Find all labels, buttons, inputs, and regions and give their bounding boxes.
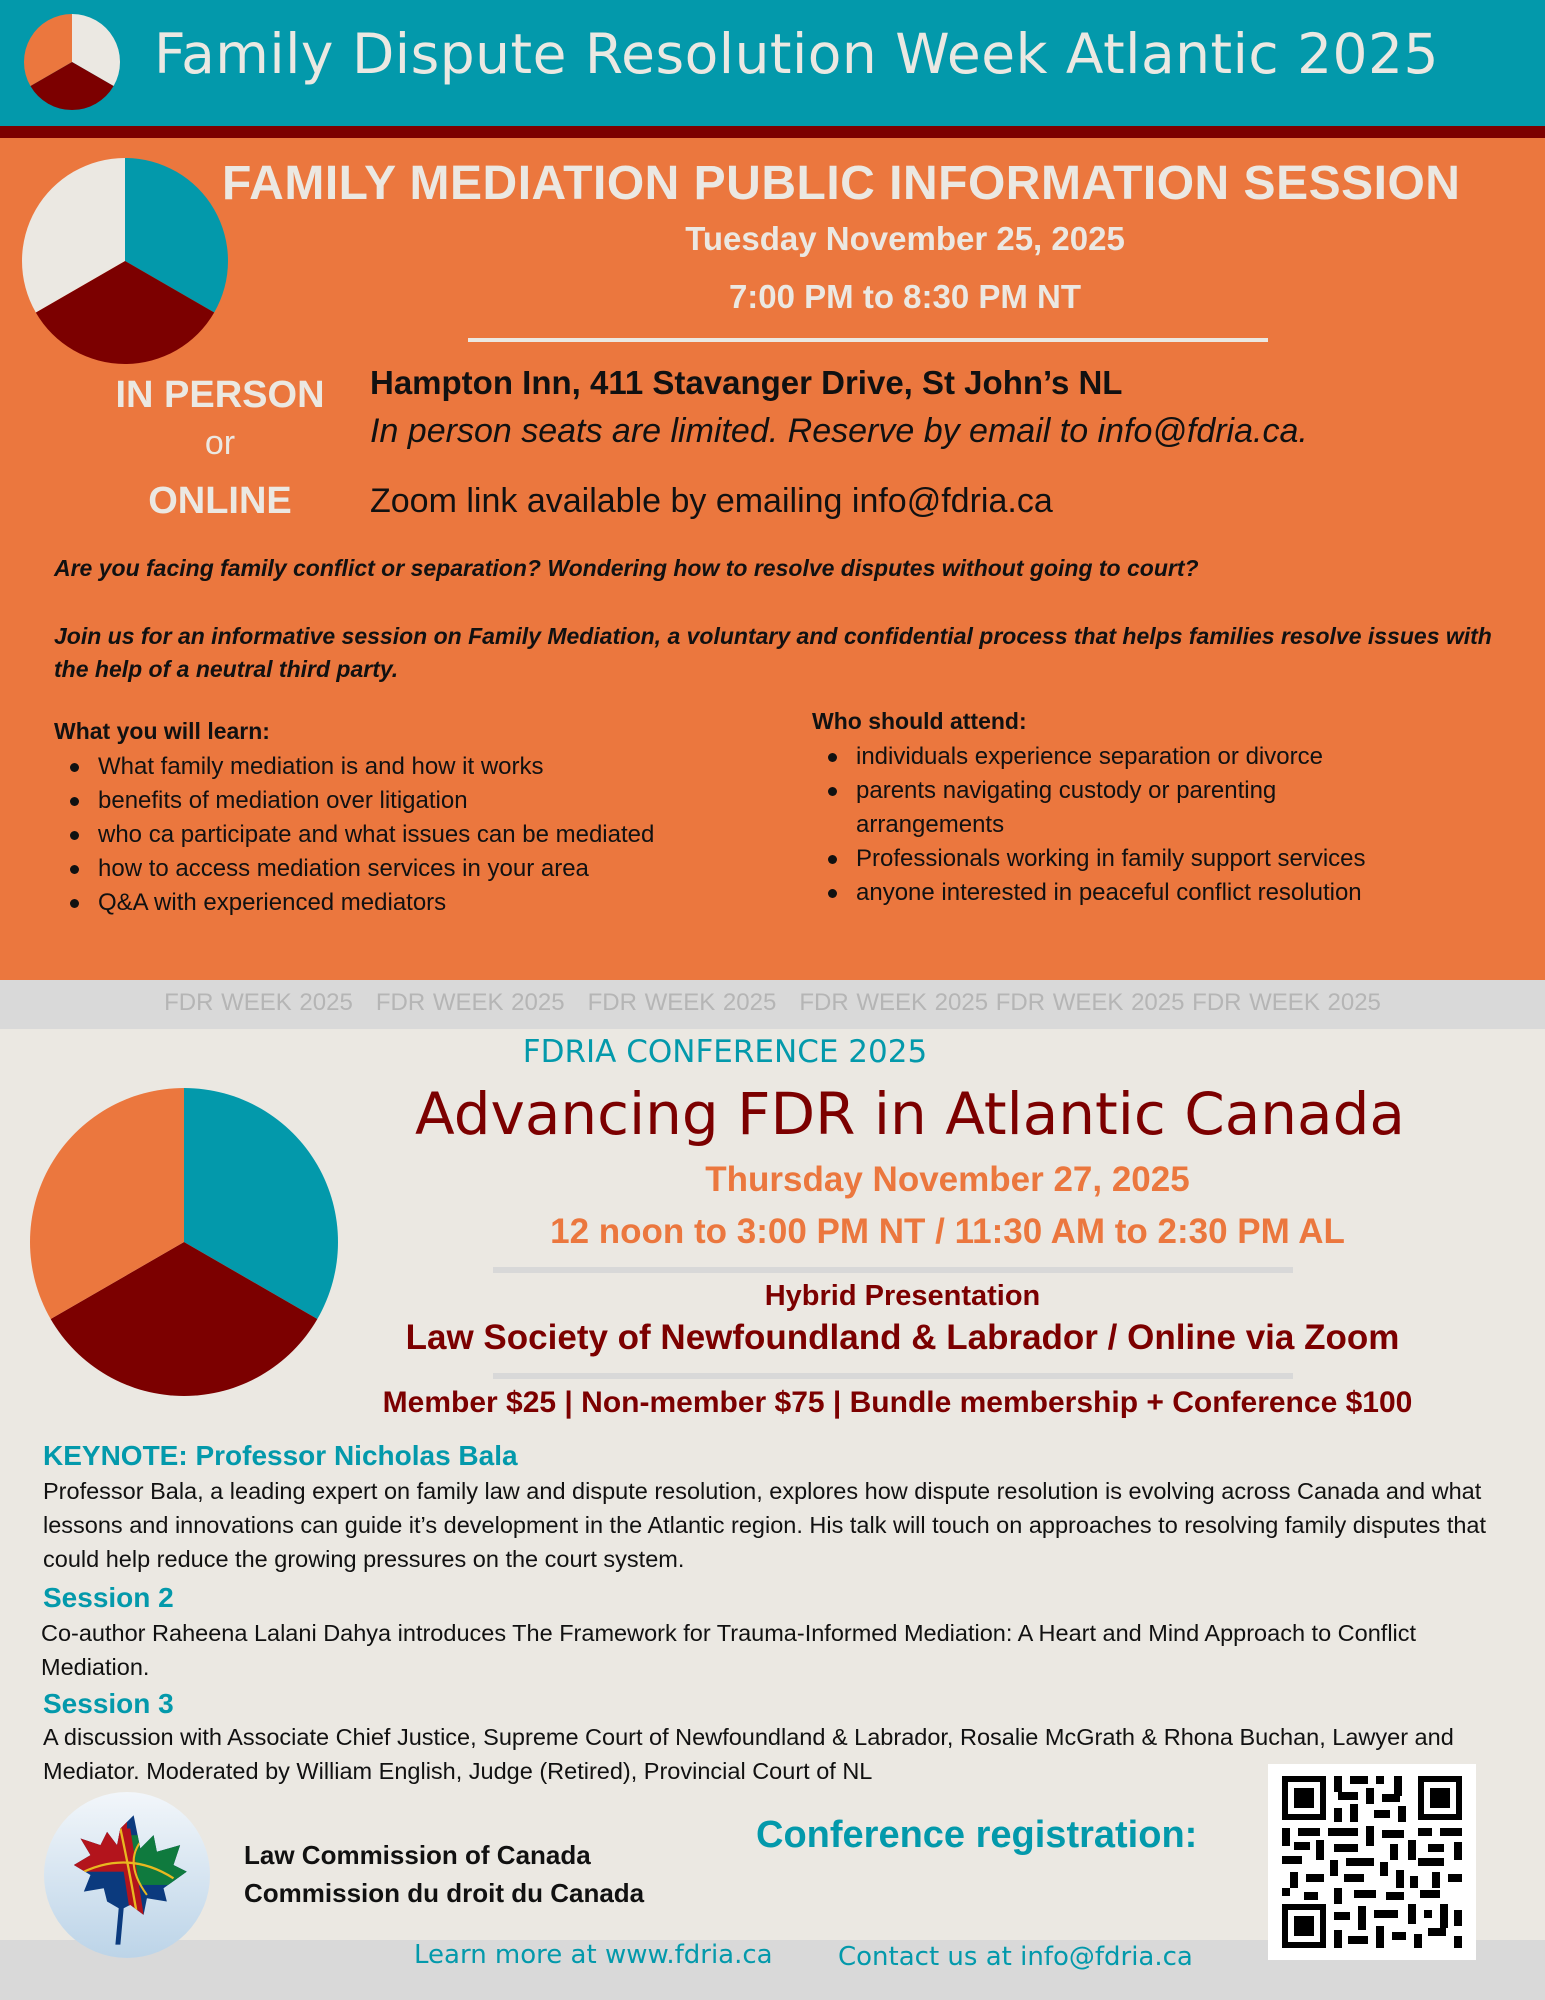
session-divider bbox=[468, 338, 1268, 342]
mode-online: ONLINE bbox=[148, 480, 292, 522]
session-intro bbox=[54, 552, 1494, 686]
ticker-item: FDR WEEK 2025 bbox=[995, 989, 1185, 1016]
org-name-english: Law Commission of Canada bbox=[244, 1840, 591, 1870]
keynote-description: Professor Bala, a leading expert on family law and dispute resolution, explores how dispute resolution is evolving across Canada and what lessons and innovations can guide it’s development in the Atlantic region. His talk will touch on approaches to resolving family disputes that could help reduce the growing pressures on the court system. bbox=[43, 1478, 1487, 1572]
list-item: who ca participate and what issues can be mediated bbox=[54, 818, 754, 852]
session-time: 7:00 PM to 8:30 PM NT bbox=[728, 278, 1082, 315]
session-venue: Hampton Inn, 411 Stavanger Drive, St John’s NL bbox=[370, 364, 1123, 401]
ticker-item: FDR WEEK 2025 bbox=[799, 989, 989, 1016]
zoom-link-note: Zoom link available by emailing info@fdria.ca bbox=[370, 482, 1053, 520]
learn-heading: What you will learn: bbox=[54, 718, 270, 744]
keynote-heading: KEYNOTE: Professor Nicholas Bala bbox=[43, 1440, 518, 1471]
mode-in-person: IN PERSON bbox=[115, 374, 325, 416]
list-item: parents navigating custody or parenting arrangements bbox=[812, 774, 1372, 842]
list-item: Q&A with experienced mediators bbox=[54, 886, 754, 920]
conference-prices: Member $25 | Non-member $75 | Bundle membership + Conference $100 bbox=[382, 1386, 1413, 1419]
conference-divider bbox=[493, 1267, 1293, 1273]
session-3-description: A discussion with Associate Chief Justice, Supreme Court of Newfoundland & Labrador, Rosalie McGrath & Rhona Buchan, Lawyer and Mediator. Moderated by William English, Judge (Retired), Provincial Court of NL bbox=[43, 1724, 1454, 1784]
venue-reservation-note: In person seats are limited. Reserve by email to info@fdria.ca. bbox=[370, 412, 1308, 450]
pie-logo-icon bbox=[22, 12, 122, 112]
conference-time: 12 noon to 3:00 PM NT / 11:30 AM to 2:30 PM AL bbox=[550, 1212, 1345, 1251]
ticker-item: FDR WEEK 2025 bbox=[375, 989, 565, 1016]
qr-code-graphic bbox=[1268, 1764, 1476, 1960]
conference-kicker bbox=[0, 1034, 1545, 1070]
mode-or: or bbox=[204, 424, 236, 462]
list-item: benefits of mediation over litigation bbox=[54, 784, 754, 818]
ticker-item: FDR WEEK 2025 bbox=[1192, 989, 1381, 1016]
conference-divider bbox=[493, 1373, 1293, 1379]
info-session-section bbox=[0, 138, 1545, 980]
page-title: Family Dispute Resolution Week Atlantic 2025 bbox=[154, 22, 1440, 86]
session-2-description: Co-author Raheena Lalani Dahya introduces The Framework for Trauma-Informed Mediation: A Heart and Mind Approach to Conflict Mediation. bbox=[41, 1620, 1417, 1680]
header-banner bbox=[0, 0, 1545, 126]
contact-email-link[interactable]: Contact us at info@fdria.ca bbox=[838, 1942, 1193, 1972]
learn-list bbox=[54, 716, 754, 920]
conference-venue: Law Society of Newfoundland & Labrador / Online via Zoom bbox=[405, 1318, 1400, 1357]
conference-date: Thursday November 27, 2025 bbox=[705, 1160, 1190, 1199]
list-item: anyone interested in peaceful conflict resolution bbox=[812, 876, 1512, 910]
attend-heading: Who should attend: bbox=[812, 708, 1027, 734]
session-date: Tuesday November 25, 2025 bbox=[685, 220, 1125, 257]
session-title: FAMILY MEDIATION PUBLIC INFORMATION SESSION bbox=[222, 157, 1461, 210]
ticker-band bbox=[0, 980, 1545, 1029]
pie-graphic-icon bbox=[22, 158, 228, 364]
conference-title: Advancing FDR in Atlantic Canada bbox=[415, 1080, 1405, 1148]
conference-pie-graphic-icon bbox=[30, 1088, 338, 1396]
list-item: how to access mediation services in your area bbox=[54, 852, 754, 886]
registration-label: Conference registration: bbox=[756, 1814, 1198, 1856]
ticker-item: FDR WEEK 2025 bbox=[587, 989, 777, 1016]
ticker-item: FDR WEEK 2025 bbox=[164, 989, 353, 1016]
conference-format: Hybrid Presentation bbox=[764, 1280, 1041, 1312]
intro-invite: Join us for an informative session on Family Mediation, a voluntary and confidential process that helps families resolve issues with the help of a neutral third party. bbox=[54, 623, 1492, 682]
list-item: Professionals working in family support services bbox=[812, 842, 1512, 876]
conference-kicker-text: FDRIA CONFERENCE 2025 bbox=[522, 1034, 928, 1070]
attend-list bbox=[812, 706, 1512, 910]
list-item: individuals experience separation or divorce bbox=[812, 740, 1512, 774]
org-name-french: Commission du droit du Canada bbox=[244, 1878, 645, 1908]
ticker-text bbox=[0, 989, 1545, 1017]
session-2-heading: Session 2 bbox=[43, 1582, 174, 1613]
qr-code-icon[interactable] bbox=[1268, 1764, 1476, 1960]
website-link[interactable]: Learn more at www.fdria.ca bbox=[414, 1940, 773, 1970]
session-3-heading: Session 3 bbox=[43, 1688, 174, 1719]
list-item: What family mediation is and how it works bbox=[54, 750, 754, 784]
header-divider bbox=[0, 126, 1545, 138]
intro-question: Are you facing family conflict or separation? Wondering how to resolve disputes without going to court? bbox=[54, 555, 1199, 581]
maple-leaf-logo-icon bbox=[44, 1792, 210, 1958]
